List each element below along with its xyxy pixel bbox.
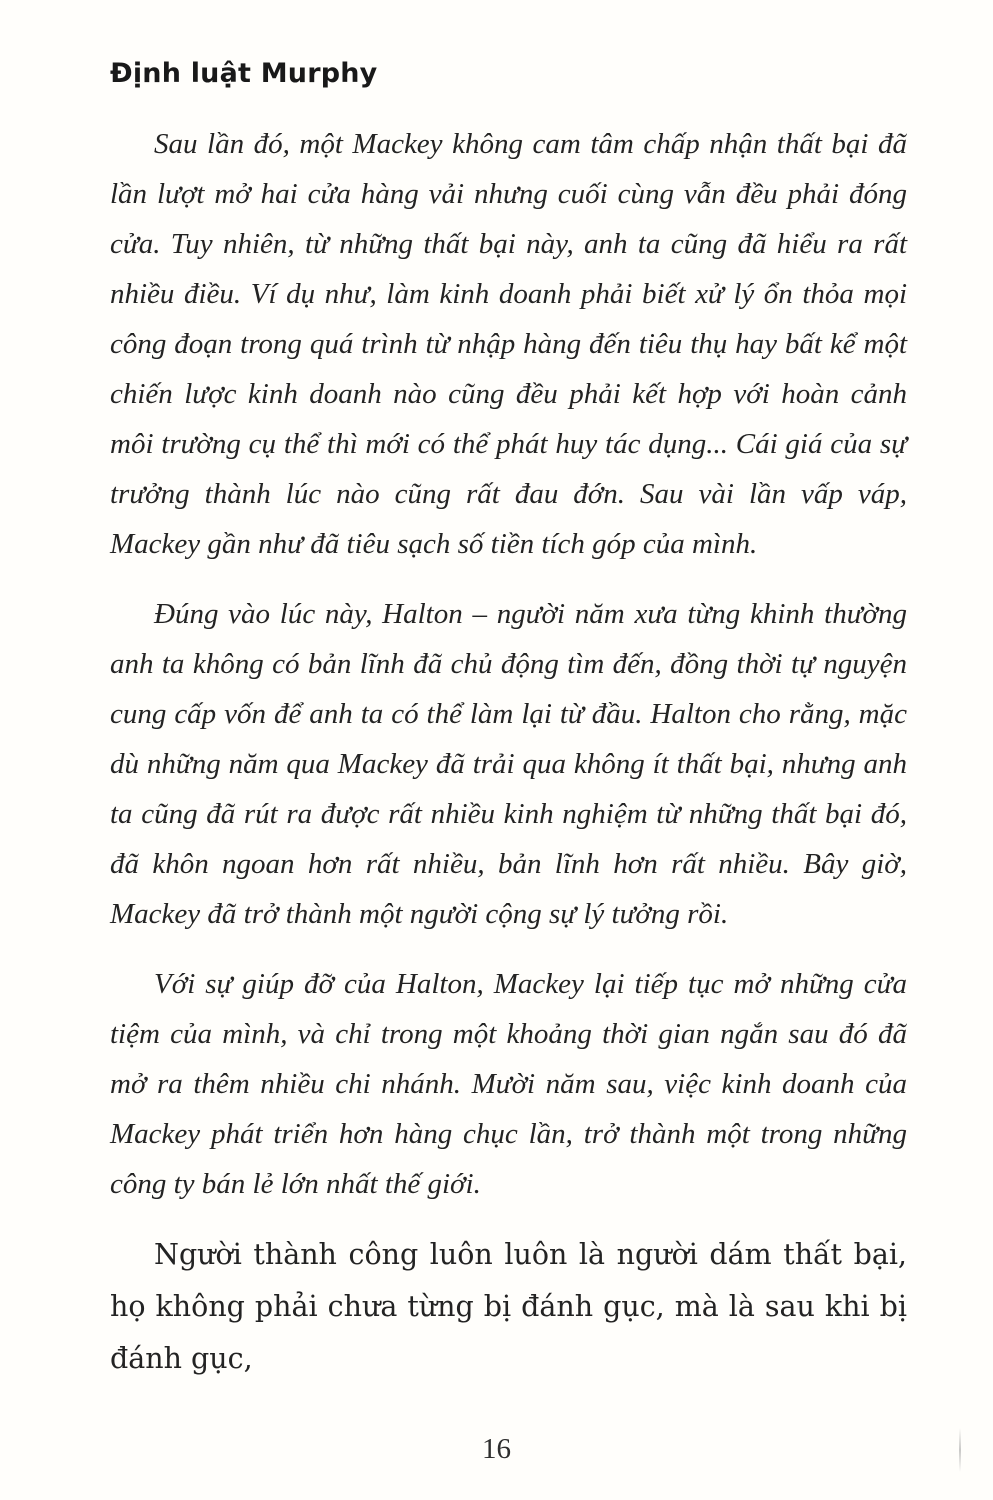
story-paragraph: Đúng vào lúc này, Halton – người năm xưa từng khinh thường anh ta không có bản lĩnh đã chủ động tìm đến, đồng thời tự nguyện cung cấp vốn để anh ta có thể làm lại từ đầu. Halton cho rằng, mặc dù những năm qua Mackey đã trải qua không ít thất bại, nhưng anh ta cũng đã rút ra được rất nhiều kinh nghiệm từ những thất bại đó, đã khôn ngoan hơn rất nhiều, bản lĩnh hơn rất nhiều. Bây giờ, Mackey đã trở thành một người cộng sự lý tưởng rồi. xyxy=(110,598,907,930)
page-number: 16 xyxy=(482,1433,511,1465)
story-paragraph: Sau lần đó, một Mackey không cam tâm chấp nhận thất bại đã lần lượt mở hai cửa hàng vải nhưng cuối cùng vẫn đều phải đóng cửa. Tuy nhiên, từ những thất bại này, anh ta cũng đã hiểu ra rất nhiều điều. Ví dụ như, làm kinh doanh phải biết xử lý ổn thỏa mọi công đoạn trong quá trình từ nhập hàng đến tiêu thụ hay bất kể một chiến lược kinh doanh nào cũng đều phải kết hợp với hoàn cảnh môi trường cụ thể thì mới có thể phát huy tác dụng... Cái giá của sự trưởng thành lúc nào cũng rất đau đớn. Sau vài lần vấp váp, Mackey gần như đã tiêu sạch số tiền tích góp của mình. xyxy=(110,128,907,560)
page-body xyxy=(110,119,907,1385)
commentary-paragraph: Người thành công luôn luôn là người dám thất bại, họ không phải chưa từng bị đánh gục, mà là sau khi bị đánh gục, xyxy=(110,1238,907,1375)
story-paragraph: Với sự giúp đỡ của Halton, Mackey lại tiếp tục mở những cửa tiệm của mình, và chỉ trong một khoảng thời gian ngắn sau đó đã mở ra thêm nhiều chi nhánh. Mười năm sau, việc kinh doanh của Mackey phát triển hơn hàng chục lần, trở thành một trong những công ty bán lẻ lớn nhất thế giới. xyxy=(110,968,907,1200)
scan-artifact-mark xyxy=(959,1428,961,1472)
chapter-header: Định luật Murphy xyxy=(110,58,378,89)
